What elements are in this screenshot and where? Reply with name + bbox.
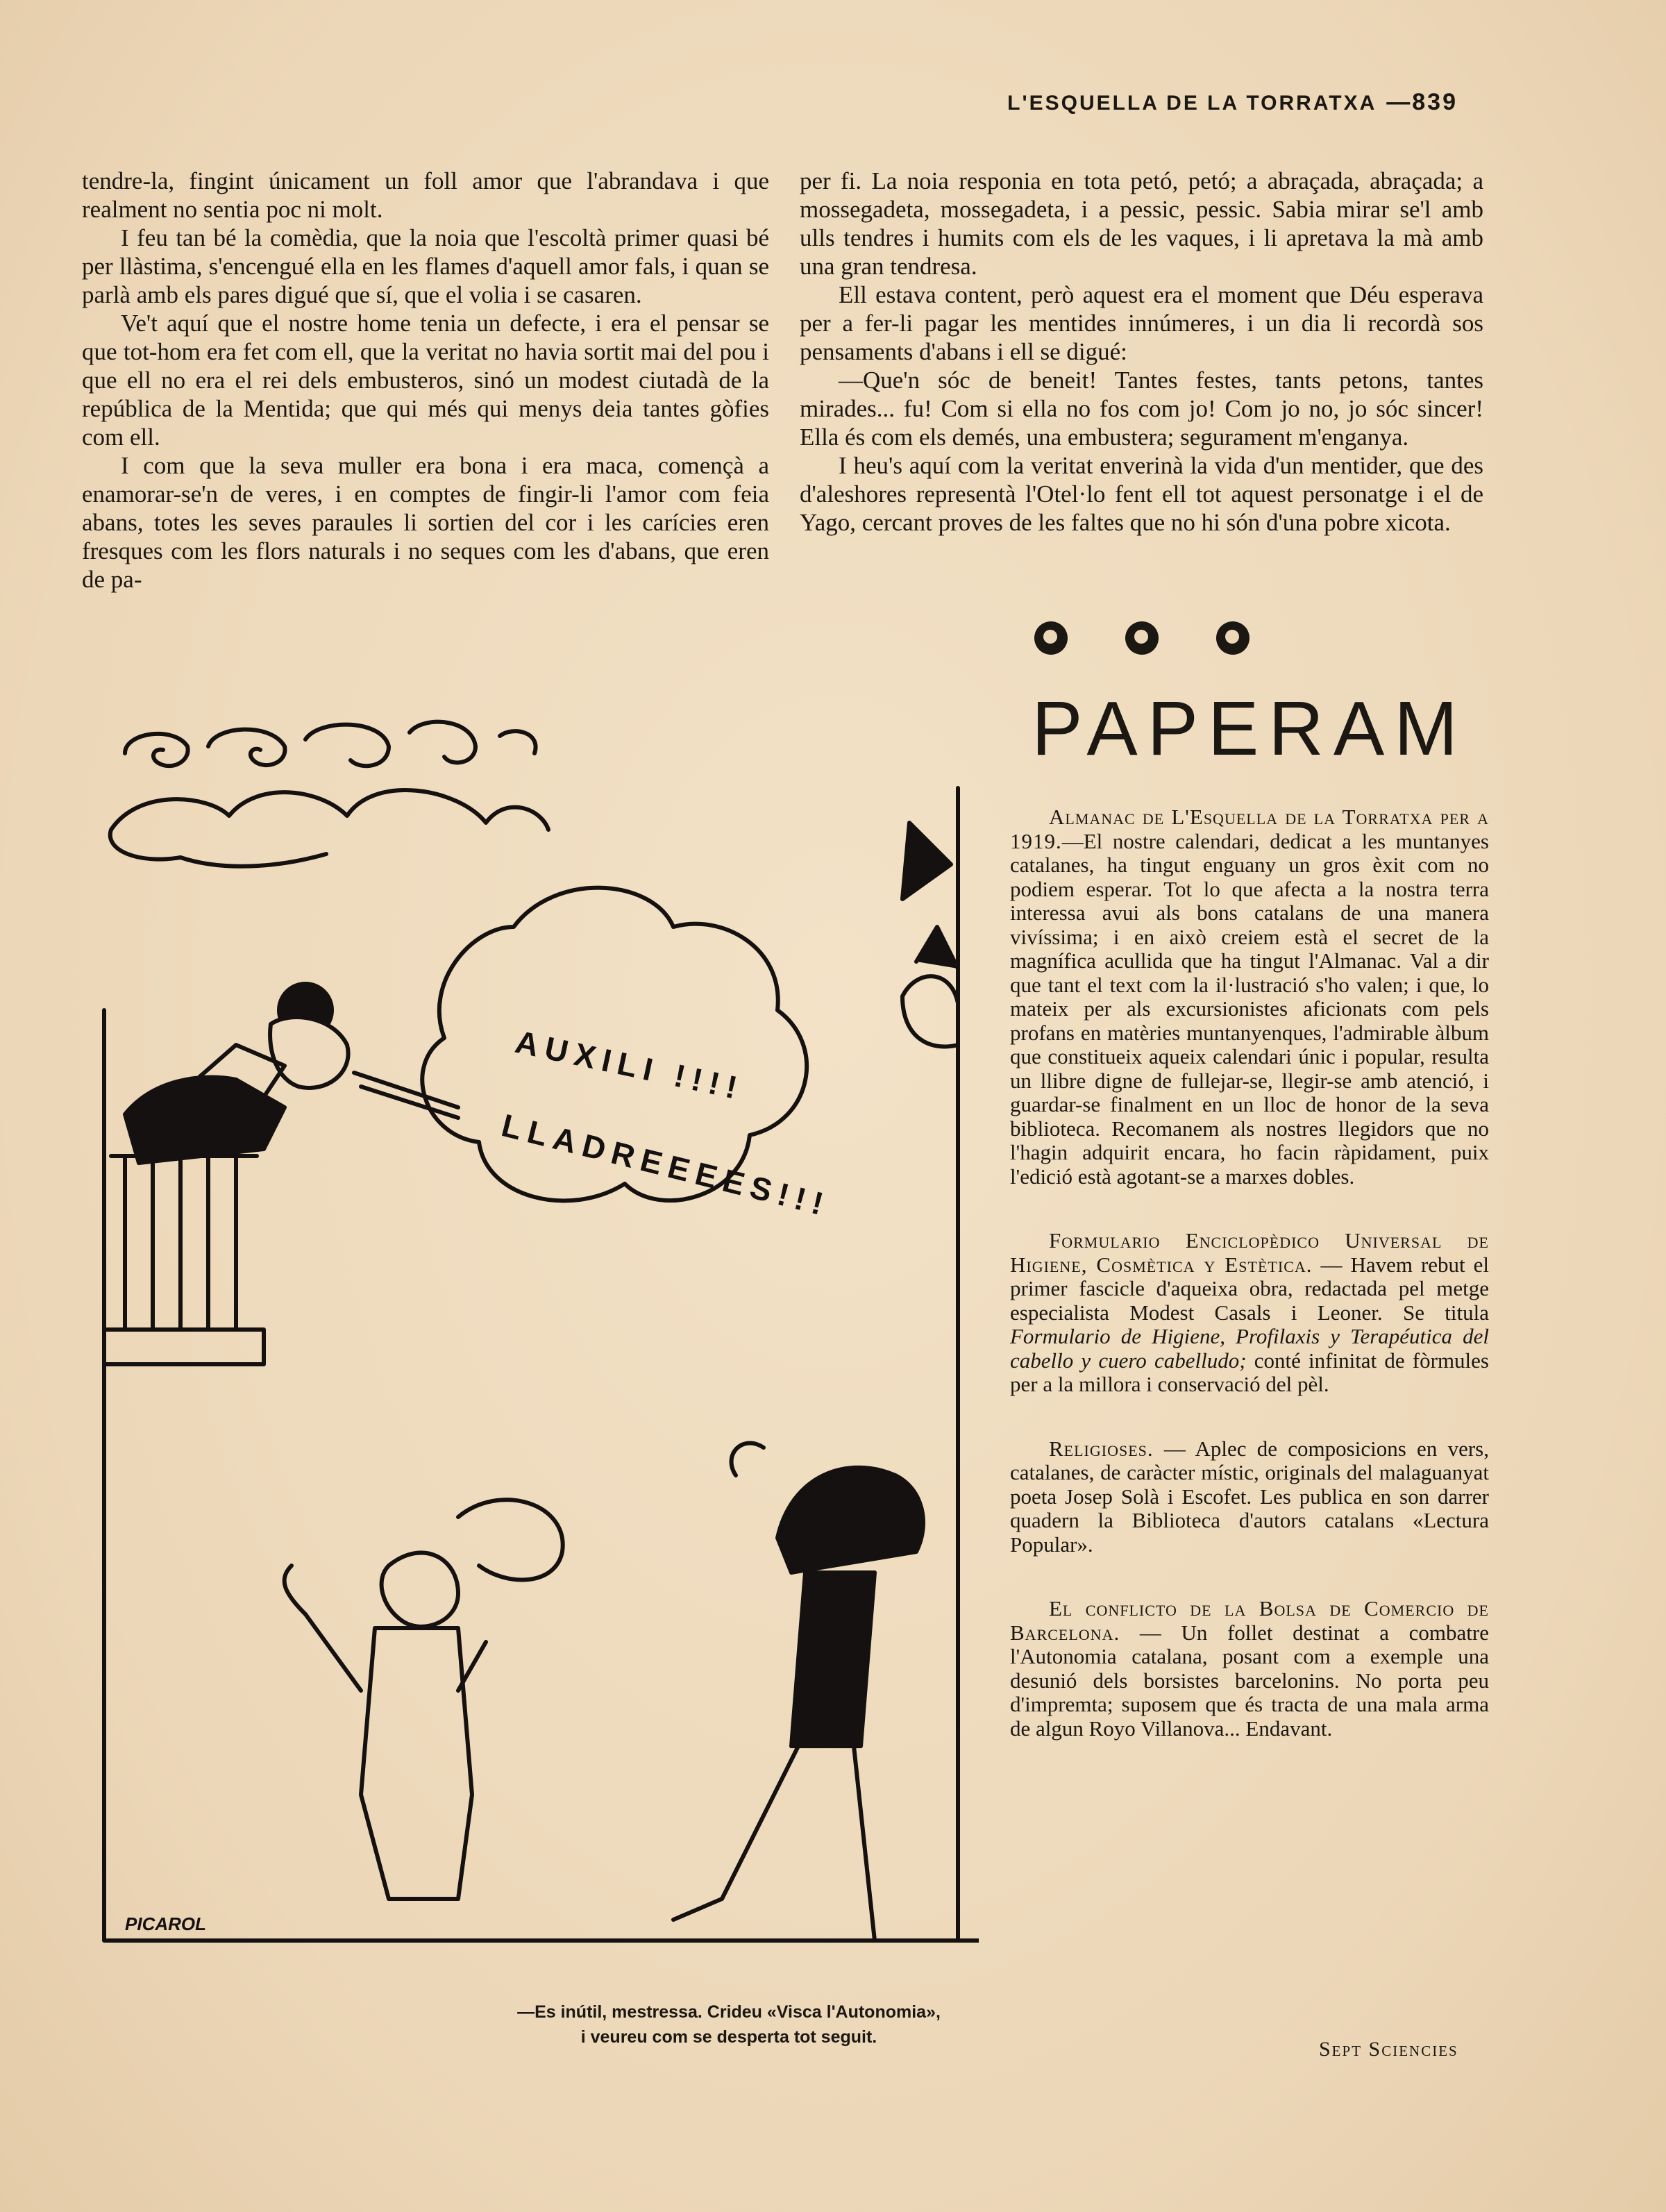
caption-line: i veureu com se desperta tot seguit. (580, 2027, 877, 2047)
shout-line-1: AUXILI !!!! (512, 1023, 748, 1107)
paragraph: I heu's aquí com la veritat enverinà la vida d'un mentider, que des d'aleshores representà l'Otel·lo fent ell tot aquest personatge i el de Yago, cercant proves de les faltes que no hi són d'una pobre xicota. (800, 452, 1483, 536)
ornament-icon (1216, 621, 1250, 655)
entry-title-italic: Formulario de Higiene, Profilaxis y Terapéutica del cabello y cuero cabelludo; (1010, 1324, 1489, 1373)
shout-line-2: LLADREEEES!!! (498, 1107, 834, 1224)
entry-body: — Un follet destinat a combatre l'Autonomia catalana, posant com a exemple una desunió dels borsistes barcelonins. No porta peu d'impremta; suposem que és tracta de una mala arma de algun Royo Villanova... Endavant. (1010, 1620, 1489, 1741)
entry-body: — Havem rebut el primer fascicle d'aqueixa obra, redactada pel metge especialista Modest Casals i Leoner. Se titula (1010, 1252, 1489, 1325)
paragraph: I feu tan bé la comèdia, que la noia que l'escoltà primer quasi bé per llàstima, s'encengué ella en les flames d'aquell amor fals, i quan se parlà amb els pares digué que sí, que el volia i se casaren. (82, 224, 769, 308)
illustration-caption (444, 2000, 1013, 2050)
page-number: —839 (1386, 89, 1458, 115)
paragraph: —Que'n sóc de beneit! Tantes festes, tants petons, tantes mirades... fu! Com si ella no fos com jo! Com jo no, jo sóc sincer! Ella és com els demés, una embustera; segurament m'enganya. (800, 367, 1483, 451)
cartoon-illustration (97, 719, 979, 1982)
balcony-slab (104, 1330, 264, 1364)
balcony-railing (111, 1156, 257, 1330)
left-column-text (82, 167, 769, 594)
section-ornaments (1034, 621, 1250, 655)
running-title: L'ESQUELLA DE LA TORRATXA (1007, 92, 1377, 115)
review-entry (1010, 1437, 1489, 1557)
paperam-entries (1010, 805, 1489, 1781)
entry-heading: Religioses. (1049, 1436, 1154, 1461)
entry-body: conté infinitat de fòrmules per a la millora i conservació del pèl. (1010, 1348, 1489, 1396)
ornament-icon (1125, 621, 1159, 655)
paragraph: Ve't aquí que el nostre home tenia un defecte, i era el pensar se que tot-hom era fet com ell, que la veritat no havia sortit mai del pou i que ell no era el rei dels embusteros, sinó un modest ciutadà de la república de la Mentida; que qui més qui menys deia tantes gòfies com ell. (82, 310, 769, 451)
entry-heading: Almanac de L'Esquella de la Torratxa per a 1919. (1010, 805, 1489, 853)
paragraph: Ell estava content, però aquest era el moment que Déu esperava per a fer-li pagar les mentides innúmeres, i un dia li recordà sos pensaments d'abans i ell se digué: (800, 281, 1483, 365)
entry-body: — Aplec de composicions en vers, catalanes, de caràcter místic, originals del malaguanyat poeta Josep Solà i Escofet. Les publica en son darrer quadern la Biblioteca d'autors catalans «Lectura Popular». (1010, 1436, 1489, 1557)
entry-heading: El conflicto de la Bolsa de Comercio de Barcelona. (1010, 1596, 1489, 1645)
paragraph: I com que la seva muller era bona i era maca, començà a enamorar-se'n de veres, i en comptes de fingir-li l'amor com feia abans, totes les seves paraules li sortien del cor i les carícies eren fresques com les flors naturals i no seques com les d'abans, que eren de pa- (82, 452, 769, 593)
entry-heading: Formulario Enciclopèdico Universal de Higiene, Cosmètica y Estètica. (1010, 1228, 1489, 1277)
caption-line: —Es inútil, mestressa. Crideu «Visca l'Autonomia», (517, 2002, 941, 2022)
paragraph: per fi. La noia responia en tota petó, petó; a abraçada, abraçada; a mossegadeta, mossegadeta, i a pessic, pessic. Sabia mirar se'l amb ulls tendres i humits com els de les vaques, i li apretava la mà amb una gran tendresa. (800, 167, 1483, 280)
entry-body: —El nostre calendari, dedicat a les muntanyes catalanes, ha tingut enguany un gros èxit com no podiem esperar. Tot lo que afecta a la nostra terra interessa avui als bons catalans de una manera vivíssima; i en això creiem està el secret de la magnífica acullida que ha tingut l'Almanac. Val a dir que tant el text com la il·lustració s'ho valen; i que, lo mateix per als excursionistes aficionats com pels profans en matèries muntanyenques, l'admirable àlbum que constitueix aqueix calendari únic i popular, resulta un llibre digne de fullejar-se, llegir-se amb atenció, i guardar-se finalment en un lloc de honor de la seva biblioteca. Recomanem als nostres llegidors que no l'hagin adquirit encara, ho facin ràpidament, puix l'edició està agotant-se a marxes dobles. (1010, 828, 1489, 1189)
policeman-figure (673, 1443, 923, 1941)
section-title: PAPERAM (1032, 686, 1467, 771)
running-head (1007, 89, 1458, 116)
ornament-icon (1034, 621, 1068, 655)
artist-signature: PICAROL (125, 1913, 206, 1934)
right-column-text (800, 167, 1483, 537)
review-entry (1010, 1597, 1489, 1741)
smoke-clouds (110, 722, 548, 866)
author-signature: Sept Sciencies (1319, 2038, 1458, 2061)
paragraph: tendre-la, fingint únicament un foll amor que l'abrandava i que realment no sentia poc ni molt. (82, 167, 769, 223)
peeking-man-figure (902, 823, 958, 1046)
review-entry (1010, 1229, 1489, 1397)
review-entry (1010, 805, 1489, 1189)
woman-figure (125, 984, 348, 1163)
watchman-figure (285, 1500, 563, 1899)
